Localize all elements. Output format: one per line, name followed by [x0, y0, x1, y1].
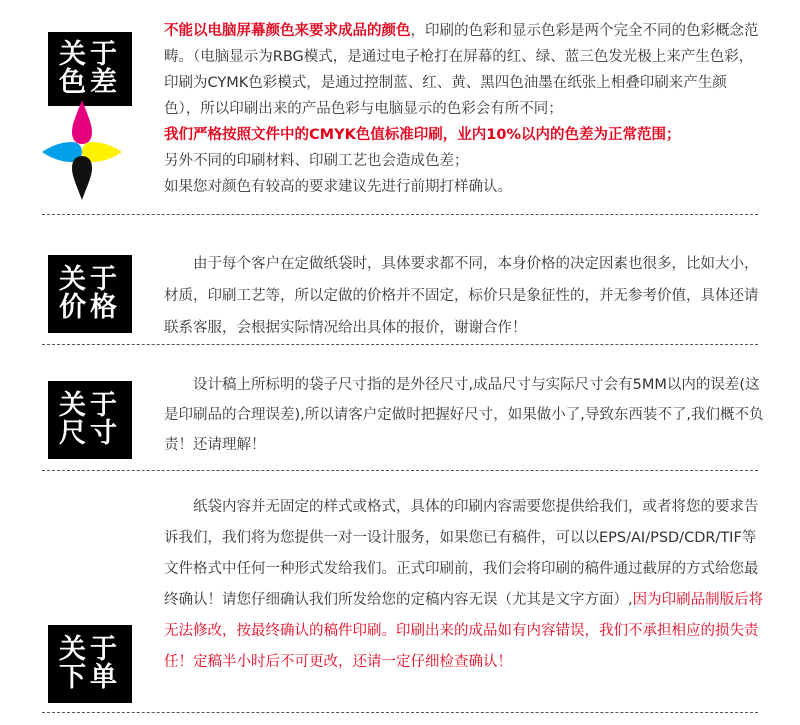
- divider: [42, 712, 758, 713]
- badge-order: [48, 625, 132, 703]
- badge-line-1: 关于: [59, 389, 121, 421]
- order-instructions-text: 纸袋内容并无固定的样式或格式，具体的印刷内容需要您提供给我们，或者将您的要求告诉我们，我们将为您提供一对一设计服务，如果您已有稿件，可以以EPS/AI/PSD/CDR/TIF等文件格式中任何一种形式发给我们。正式印刷前，我们会将印刷的稿件通过截屏的方式给您最终确认！请您仔细确认我们所发给您的定稿内容无误（尤其是文字方面）,: [164, 499, 759, 608]
- badge-line-2: 色差: [59, 67, 121, 98]
- badge-size: [48, 381, 132, 459]
- divider: [42, 344, 758, 345]
- cmyk-ink-drops-icon: [40, 96, 124, 206]
- color-warning-text: 不能以电脑屏幕颜色来要求成品的颜色: [164, 23, 411, 39]
- badge-color-difference: [48, 32, 132, 106]
- section-color-difference-text: [164, 18, 760, 200]
- color-explanation-text: ，印刷的色彩和显示色彩是两个完全不同的色彩概念范畴。（电脑显示为RBG模式，是通过电子枪打在屏幕的红、绿、蓝三色发光极上来产生色彩，印刷为CYMK色彩模式，是通过控制蓝、红、黄、黑四色油墨在纸张上相叠印刷来产生颜色），所以印刷出来的产品色彩与电脑显示的色彩会有所不同；: [164, 23, 759, 117]
- badge-line-2: 尺寸: [59, 418, 121, 449]
- section-order-text: [164, 492, 764, 678]
- section-size-text: 设计稿上所标明的袋子尺寸指的是外径尺寸,成品尺寸与实际尺寸会有5MM以内的误差(这是印刷品的合理误差),所以请客户定做时把握好尺寸，如果做小了,导致东西装不了,我们概不负责！还请理解！: [164, 377, 764, 453]
- badge-price: [48, 255, 132, 333]
- badge-line-2: 下单: [59, 662, 121, 693]
- badge-line-2: 价格: [59, 292, 121, 323]
- divider: [42, 470, 758, 471]
- divider: [42, 214, 758, 215]
- section-price-text: 由于每个客户在定做纸袋时，具体要求都不同，本身价格的决定因素也很多，比如大小，材质，印刷工艺等，所以定做的价格并不固定，标价只是象征性的，并无参考价值，具体还请联系客服，会根据实际情况给出具体的报价，谢谢合作！: [164, 256, 759, 336]
- order-warning-text: 因为印刷品制版后将无法修改，按最终确认的稿件印刷。印刷出来的成品如有内容错误，我们不承担相应的损失责任！定稿半小时后不可更改，还请一定仔细检查确认！: [164, 592, 764, 670]
- proof-suggestion-text: 如果您对颜色有较高的要求建议先进行前期打样确认。: [164, 179, 512, 195]
- badge-line-1: 关于: [59, 633, 121, 665]
- badge-line-1: 关于: [59, 263, 121, 295]
- color-standard-text: 我们严格按照文件中的CMYK色值标准印刷，业内10%以内的色差为正常范围；: [164, 127, 681, 143]
- material-note-text: 另外不同的印刷材料、印刷工艺也会造成色差；: [164, 153, 469, 169]
- badge-line-1: 关于: [59, 38, 121, 70]
